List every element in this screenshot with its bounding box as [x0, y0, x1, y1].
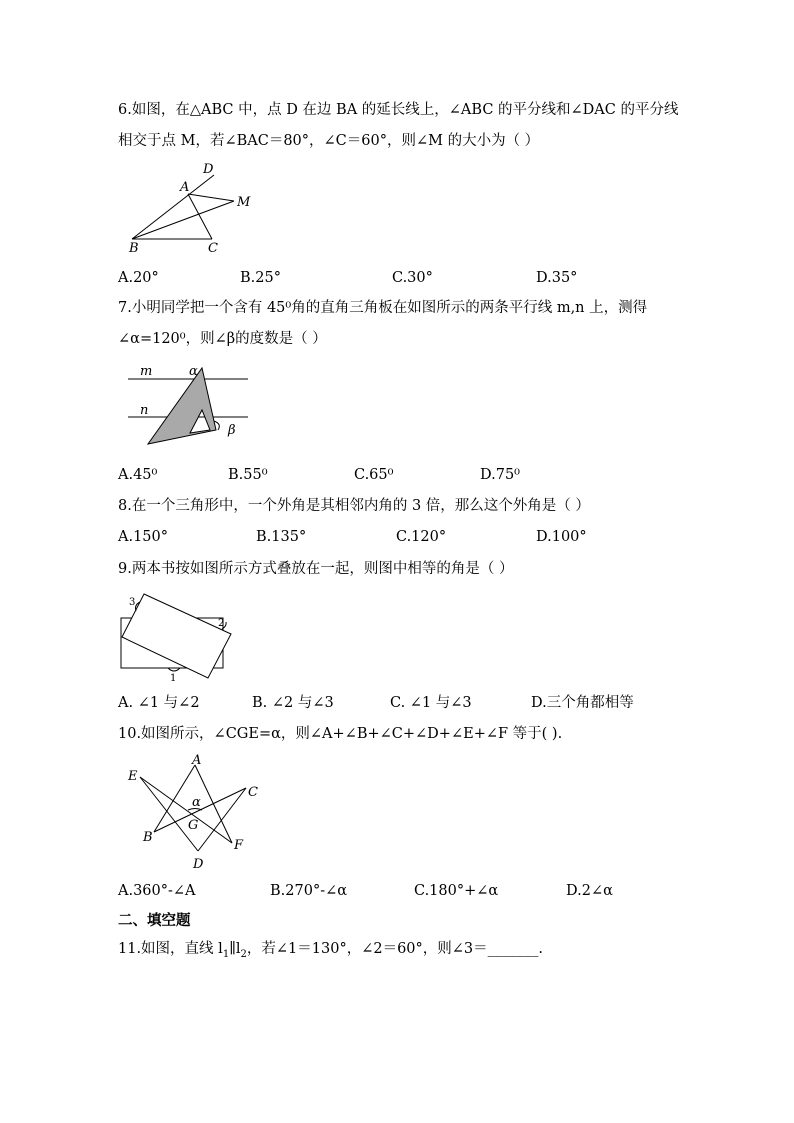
q7-text-line2: ∠α=120⁰，则∠β的度数是（ ） — [118, 331, 327, 347]
q8-option-a: A.150° — [118, 529, 169, 545]
q7-option-c: C.65⁰ — [354, 467, 394, 483]
q10-option-c: C.180°+∠α — [414, 883, 499, 899]
q10-text-line1: 10.如图所示，∠CGE=α，则∠A+∠B+∠C+∠D+∠E+∠F 等于( ). — [118, 726, 563, 742]
q9-books-figure — [116, 588, 240, 684]
q6-option-c: C.30° — [392, 270, 433, 286]
q10-star-figure — [122, 752, 272, 874]
q10-option-b: B.270°-∠α — [270, 883, 348, 899]
q6-option-d: D.35° — [536, 270, 578, 286]
q6-text-line1: 6.如图，在△ABC 中，点 D 在边 BA 的延长线上，∠ABC 的平分线和∠DAC 的平分线 — [118, 102, 679, 118]
q7-label-alpha: α — [189, 364, 198, 379]
q6-options — [118, 268, 718, 288]
q10-label-c: C — [248, 785, 258, 800]
q9-label-3: 3 — [129, 597, 136, 608]
q7-parallel-lines-figure — [118, 360, 258, 455]
q9-label-2: 2 — [218, 618, 225, 629]
q6-option-b: B.25° — [240, 270, 281, 286]
q11-prefix: 11.如图，直线 l — [118, 941, 223, 957]
q9-option-c: C. ∠1 与∠3 — [390, 695, 472, 711]
q10-label-e: E — [128, 769, 138, 784]
q9-option-b: B. ∠2 与∠3 — [252, 695, 334, 711]
q9-option-a: A. ∠1 与∠2 — [118, 695, 200, 711]
q6-label-d: D — [203, 162, 214, 177]
q10-label-f: F — [234, 838, 244, 853]
q9-text-line1: 9.两本书按如图所示方式叠放在一起，则图中相等的角是（ ） — [118, 561, 514, 577]
q8-option-c: C.120° — [396, 529, 447, 545]
q7-text-line1: 7.小明同学把一个含有 45⁰角的直角三角板在如图所示的两条平行线 m,n 上，测得 — [118, 300, 648, 316]
q6-label-c: C — [208, 241, 218, 255]
q7-label-m: m — [140, 364, 153, 379]
q7-options — [118, 465, 718, 485]
q10-label-d: D — [193, 857, 204, 872]
q6-option-a: A.20° — [118, 270, 159, 286]
q11-suffix: ，若∠1＝130°，∠2＝60°，则∠3＝_______. — [246, 941, 544, 957]
section-title-fill-in: 二、填空题 — [118, 913, 191, 929]
q7-option-d: D.75⁰ — [480, 467, 520, 483]
q6-label-b: B — [129, 241, 139, 255]
q10-label-a: A — [192, 753, 202, 768]
q6-triangle-figure — [118, 160, 268, 255]
q8-text-line1: 8.在一个三角形中，一个外角是其相邻内角的 3 倍，那么这个外角是（ ） — [118, 498, 590, 514]
q10-label-b: B — [143, 830, 153, 845]
q8-option-b: B.135° — [256, 529, 307, 545]
q7-option-a: A.45⁰ — [118, 467, 158, 483]
q6-text-line2: 相交于点 M，若∠BAC＝80°，∠C＝60°，则∠M 的大小为（ ） — [118, 133, 540, 149]
q8-option-d: D.100° — [536, 529, 587, 545]
q11-sub-1: 1 — [222, 948, 230, 960]
q11-sub-2: 2 — [240, 948, 247, 960]
q7-label-beta: β — [228, 423, 236, 438]
q10-label-g: G — [188, 818, 199, 833]
q7-label-n: n — [140, 403, 149, 418]
q11-mid: ∥l — [229, 941, 241, 957]
q6-label-a: A — [180, 180, 190, 195]
q9-options — [118, 693, 718, 713]
q6-label-m: M — [237, 195, 251, 210]
q7-option-b: B.55⁰ — [228, 467, 268, 483]
q10-option-a: A.360°-∠A — [118, 883, 196, 899]
q8-options — [118, 527, 718, 547]
q11-text — [118, 939, 543, 965]
q10-options — [118, 881, 718, 901]
q10-option-d: D.2∠α — [566, 883, 613, 899]
q10-label-alpha: α — [192, 795, 201, 810]
q9-label-1: 1 — [170, 673, 177, 684]
q9-option-d: D.三个角都相等 — [531, 695, 634, 711]
